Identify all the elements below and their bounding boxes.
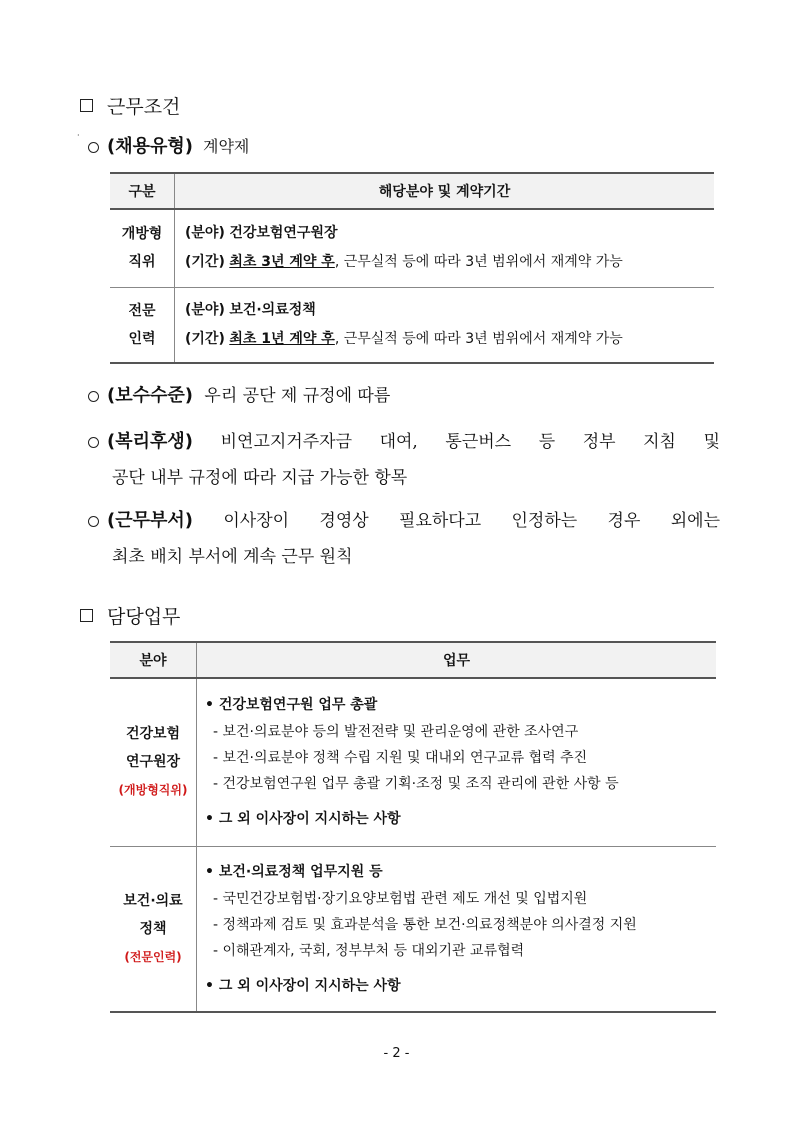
- duty-sub-item: - 이해관계자, 국회, 정부부처 등 대외기관 교류협력: [213, 942, 525, 959]
- pay-level-text: 우리 공단 제 규정에 따름: [204, 386, 391, 406]
- period-label: (기간): [185, 330, 225, 347]
- category-tag: (개방형직위): [118, 783, 188, 798]
- circle-bullet-icon: [88, 516, 99, 527]
- employment-type-label: (채용유형): [107, 136, 194, 157]
- checkbox-square-icon: [80, 99, 93, 112]
- duty-cell: [197, 846, 717, 1012]
- work-dept-paragraph: [88, 503, 720, 575]
- category-cell: [110, 678, 197, 846]
- work-dept-label: (근무부서): [107, 510, 194, 531]
- duty-sub-item: - 보건·의료분야 등의 발전전략 및 관리운영에 관한 조사연구: [213, 724, 579, 741]
- table-row: [110, 846, 716, 1012]
- category-line: 전문: [128, 302, 156, 319]
- category-line: 인력: [128, 330, 156, 347]
- section-heading-duties: [80, 602, 180, 629]
- field-label: (분야): [185, 225, 225, 242]
- duty-sub-item: - 보건·의료분야 정책 수립 지원 및 대내외 연구교류 협력 추진: [213, 750, 588, 767]
- duty-other-item: • 그 외 이사장이 지시하는 사항: [205, 811, 401, 828]
- period-text: , 근무실적 등에 따라 3년 범위에서 재계약 가능: [334, 330, 623, 347]
- duty-cell: [197, 678, 717, 846]
- duty-sub-item: - 국민건강보험법·장기요양보험법 관련 제도 개선 및 입법지원: [213, 890, 588, 907]
- table-header-category: 구분: [110, 173, 175, 209]
- welfare-label: (복리후생): [107, 431, 194, 452]
- period-text: , 근무실적 등에 따라 3년 범위에서 재계약 가능: [334, 254, 623, 271]
- period-emphasis: 최초 3년 계약 후: [229, 254, 335, 271]
- section-heading-work-conditions: [80, 92, 180, 119]
- table-row: [110, 209, 714, 287]
- category-line: 개방형: [121, 226, 163, 243]
- section-title-text: 담당업무: [107, 606, 181, 628]
- duty-main-item: • 건강보험연구원 업무 총괄: [205, 697, 378, 714]
- table-header-duties: 업무: [197, 642, 717, 678]
- checkbox-square-icon: [80, 609, 93, 622]
- duties-table: [110, 641, 716, 1013]
- category-line: 직위: [128, 254, 156, 271]
- duty-main-item: • 보건·의료정책 업무지원 등: [205, 863, 383, 880]
- duty-sub-item: - 정책과제 검토 및 효과분석을 통한 보건·의료정책분야 의사결정 지원: [213, 916, 637, 933]
- circle-bullet-icon: [88, 391, 99, 402]
- pay-level-label: (보수수준): [107, 385, 194, 406]
- welfare-text-line2: 공단 내부 규정에 따라 지급 가능한 항목: [112, 468, 408, 488]
- stray-mark: ·: [77, 131, 80, 140]
- welfare-paragraph: [88, 424, 720, 496]
- circle-bullet-icon: [88, 142, 99, 153]
- detail-cell: [175, 209, 715, 287]
- page-number: - 2 -: [383, 1046, 410, 1061]
- category-cell: [110, 209, 175, 287]
- category-line: 정책: [139, 920, 167, 937]
- field-value: 보건·의료정책: [229, 301, 316, 318]
- duty-other-item: • 그 외 이사장이 지시하는 사항: [205, 977, 401, 994]
- work-dept-text-line2: 최초 배치 부서에 계속 근무 원칙: [112, 547, 353, 567]
- field-value: 건강보험연구원장: [229, 225, 338, 242]
- table-row: [110, 678, 716, 846]
- employment-type-value: 계약제: [203, 137, 250, 156]
- table-row: [110, 287, 714, 363]
- category-line: 보건·의료: [123, 892, 183, 909]
- table-header-field-period: 해당분야 및 계약기간: [175, 173, 715, 209]
- category-line: 건강보험: [125, 726, 181, 743]
- detail-cell: [175, 287, 715, 363]
- employment-type-line: [88, 132, 249, 158]
- field-label: (분야): [185, 301, 225, 318]
- category-cell: [110, 287, 175, 363]
- circle-bullet-icon: [88, 437, 99, 448]
- category-tag: (전문인력): [124, 949, 182, 964]
- work-dept-text-line1: 이사장이 경영상 필요하다고 인정하는 경우 외에는: [223, 511, 720, 531]
- pay-level-paragraph: [88, 378, 720, 414]
- section-title-text: 근무조건: [107, 96, 181, 118]
- contract-table: [110, 172, 714, 364]
- duty-sub-item: - 건강보험연구원 업무 총괄 기획·조정 및 조직 관리에 관한 사항 등: [213, 776, 619, 793]
- period-label: (기간): [185, 254, 225, 271]
- table-header-field: 분야: [110, 642, 197, 678]
- period-emphasis: 최초 1년 계약 후: [229, 330, 335, 347]
- category-cell: [110, 846, 197, 1012]
- category-line: 연구원장: [125, 754, 181, 771]
- welfare-text-line1: 비연고지거주자금 대여, 통근버스 등 정부 지침 및: [220, 432, 720, 452]
